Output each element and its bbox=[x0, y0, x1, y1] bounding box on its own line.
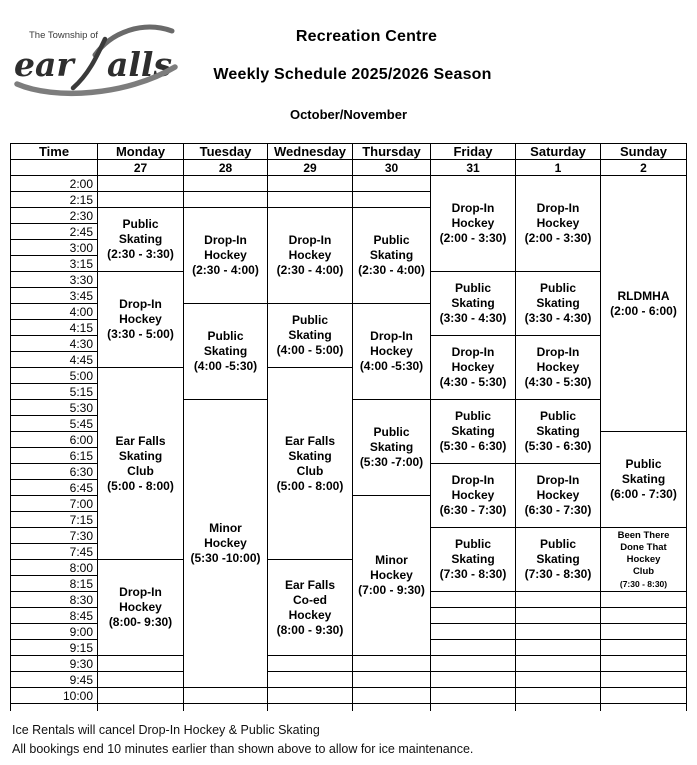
activity-line: (6:00 - 7:30) bbox=[610, 487, 677, 501]
activity-line: Minor bbox=[375, 553, 408, 567]
date-blank-cell bbox=[11, 160, 98, 176]
activity-line: (6:30 - 7:30) bbox=[439, 503, 507, 517]
empty-cell bbox=[184, 176, 268, 192]
activity-line: Done That bbox=[620, 541, 667, 553]
empty-cell bbox=[516, 672, 601, 688]
activity-line: Hockey bbox=[451, 360, 495, 374]
day-header: Sunday bbox=[601, 144, 687, 160]
empty-cell bbox=[268, 176, 353, 192]
empty-cell bbox=[601, 608, 687, 624]
activity-cell bbox=[268, 208, 353, 304]
table-date-row bbox=[11, 160, 687, 176]
time-cell: 6:15 bbox=[11, 448, 98, 464]
activity-cell bbox=[268, 560, 353, 656]
activity-cell bbox=[431, 400, 516, 464]
empty-cell bbox=[353, 688, 431, 704]
activity-line: Hockey bbox=[451, 488, 495, 502]
activity-line: Public bbox=[539, 537, 576, 551]
activity-line: Drop-In bbox=[451, 473, 495, 487]
day-header: Thursday bbox=[353, 144, 431, 160]
activity-line: Drop-In bbox=[536, 473, 580, 487]
activity-cell bbox=[516, 400, 601, 464]
activity-line: (5:30 - 6:30) bbox=[524, 439, 592, 453]
activity-line: Drop-In bbox=[288, 233, 332, 247]
activity-line: (5:00 - 8:00) bbox=[107, 478, 174, 493]
activity-cell bbox=[431, 528, 516, 592]
activity-line: (6:30 - 7:30) bbox=[524, 503, 592, 517]
empty-cell bbox=[516, 592, 601, 608]
activity-line: Skating bbox=[536, 296, 580, 310]
activity-line: (8:00 - 9:30) bbox=[276, 622, 344, 637]
activity-line: Hockey bbox=[626, 553, 661, 565]
activity-cell bbox=[353, 304, 431, 400]
empty-cell bbox=[516, 688, 601, 704]
activity-line: (7:30 - 8:30) bbox=[524, 567, 592, 581]
logo-script-alls: alls bbox=[107, 45, 173, 84]
activity-line: (2:30 - 3:30) bbox=[107, 247, 174, 261]
activity-line: Hockey bbox=[204, 248, 247, 262]
activity-line: Hockey bbox=[536, 488, 580, 502]
table-bottom-stub-cell bbox=[11, 704, 98, 711]
time-row bbox=[11, 656, 687, 672]
activity-line: (2:30 - 4:00) bbox=[276, 263, 344, 277]
activity-cell bbox=[98, 560, 184, 656]
footer-notes bbox=[12, 721, 473, 759]
time-cell: 7:45 bbox=[11, 544, 98, 560]
time-cell: 5:45 bbox=[11, 416, 98, 432]
page-subtitle: Weekly Schedule 2025/2026 Season bbox=[213, 66, 492, 83]
empty-cell bbox=[601, 624, 687, 640]
time-cell: 10:00 bbox=[11, 688, 98, 704]
time-cell: 2:00 bbox=[11, 176, 98, 192]
date-cell: 27 bbox=[98, 160, 184, 176]
activity-line: (7:00 - 9:30) bbox=[358, 583, 425, 597]
activity-line: Skating bbox=[369, 248, 414, 262]
day-header: Tuesday bbox=[184, 144, 268, 160]
activity-line: (4:00 -5:30) bbox=[359, 359, 424, 373]
time-cell: 9:00 bbox=[11, 624, 98, 640]
activity-line: (5:30 -10:00) bbox=[190, 551, 261, 565]
activity-cell bbox=[516, 272, 601, 336]
empty-cell bbox=[601, 688, 687, 704]
activity-line: (3:30 - 4:30) bbox=[439, 311, 507, 325]
activity-cell bbox=[268, 368, 353, 560]
time-cell: 6:30 bbox=[11, 464, 98, 480]
activity-line: Minor bbox=[209, 521, 242, 535]
activity-line: Hockey bbox=[204, 536, 247, 550]
activity-line: Hockey bbox=[119, 312, 162, 326]
time-cell: 2:30 bbox=[11, 208, 98, 224]
empty-cell bbox=[98, 656, 184, 672]
table-bottom-stub-cell bbox=[353, 704, 431, 711]
table-bottom-stub-cell bbox=[601, 704, 687, 711]
activity-line: Ear Falls bbox=[115, 433, 166, 448]
table-bottom-stub-row bbox=[11, 704, 687, 711]
activity-line: (2:30 - 4:00) bbox=[358, 263, 425, 277]
activity-line: Public bbox=[539, 281, 576, 295]
activity-cell bbox=[353, 400, 431, 496]
date-cell: 2 bbox=[601, 160, 687, 176]
activity-line: Public bbox=[454, 281, 491, 295]
activity-line: Co-ed bbox=[293, 592, 327, 607]
activity-line: Skating bbox=[451, 424, 495, 438]
empty-cell bbox=[431, 608, 516, 624]
activity-cell bbox=[516, 528, 601, 592]
date-cell: 31 bbox=[431, 160, 516, 176]
activity-line: (5:30 - 6:30) bbox=[439, 439, 507, 453]
time-cell: 4:30 bbox=[11, 336, 98, 352]
activity-line: Skating bbox=[536, 424, 580, 438]
activity-cell bbox=[601, 432, 687, 528]
activity-line: Public bbox=[122, 217, 159, 231]
activity-line: Skating bbox=[451, 552, 495, 566]
footer-note-ice-rentals: Ice Rentals will cancel Drop-In Hockey & Public Skating bbox=[12, 723, 320, 737]
time-cell: 5:15 bbox=[11, 384, 98, 400]
empty-cell bbox=[516, 656, 601, 672]
activity-cell bbox=[98, 368, 184, 560]
time-cell: 5:30 bbox=[11, 400, 98, 416]
activity-line: Public bbox=[454, 537, 491, 551]
day-header: Saturday bbox=[516, 144, 601, 160]
time-cell: 6:45 bbox=[11, 480, 98, 496]
logo-tagline: The Township of bbox=[29, 30, 99, 41]
activity-cell bbox=[98, 272, 184, 368]
table-bottom-stub-cell bbox=[268, 704, 353, 711]
table-bottom-stub-cell bbox=[516, 704, 601, 711]
activity-line: Club bbox=[296, 463, 324, 478]
page-title: Recreation Centre bbox=[295, 28, 438, 45]
activity-line: (5:30 -7:00) bbox=[359, 455, 424, 469]
activity-line: (4:30 - 5:30) bbox=[439, 375, 507, 389]
activity-cell bbox=[268, 304, 353, 368]
empty-cell bbox=[601, 592, 687, 608]
time-cell: 6:00 bbox=[11, 432, 98, 448]
activity-line: Public bbox=[291, 313, 328, 327]
activity-line: Public bbox=[373, 233, 410, 247]
table-bottom-stub-cell bbox=[98, 704, 184, 711]
activity-line: Drop-In bbox=[204, 233, 247, 247]
activity-line: Hockey bbox=[288, 248, 332, 262]
activity-line: Skating bbox=[536, 552, 580, 566]
date-cell: 28 bbox=[184, 160, 268, 176]
activity-line: (2:00 - 3:30) bbox=[439, 231, 507, 245]
activity-cell bbox=[601, 528, 687, 592]
time-cell: 8:45 bbox=[11, 608, 98, 624]
activity-line: Club bbox=[127, 463, 154, 478]
time-column-header: Time bbox=[11, 144, 98, 160]
day-header: Friday bbox=[431, 144, 516, 160]
empty-cell bbox=[98, 672, 184, 688]
empty-cell bbox=[516, 624, 601, 640]
time-cell: 9:45 bbox=[11, 672, 98, 688]
time-row bbox=[11, 672, 687, 688]
activity-line: Skating bbox=[369, 440, 414, 454]
activity-line: Public bbox=[207, 329, 244, 343]
activity-line: Skating bbox=[451, 296, 495, 310]
date-cell: 29 bbox=[268, 160, 353, 176]
date-cell: 30 bbox=[353, 160, 431, 176]
activity-cell bbox=[601, 176, 687, 432]
time-cell: 8:15 bbox=[11, 576, 98, 592]
empty-cell bbox=[98, 688, 184, 704]
activity-cell bbox=[431, 272, 516, 336]
activity-line: Hockey bbox=[451, 216, 495, 230]
activity-line: Skating bbox=[288, 448, 332, 463]
activity-cell bbox=[516, 336, 601, 400]
empty-cell bbox=[353, 656, 431, 672]
activity-cell bbox=[516, 464, 601, 528]
empty-cell bbox=[601, 656, 687, 672]
empty-cell bbox=[431, 672, 516, 688]
time-cell: 8:00 bbox=[11, 560, 98, 576]
activity-line: Hockey bbox=[370, 344, 413, 358]
activity-line: (4:00 -5:30) bbox=[193, 359, 258, 373]
time-cell: 3:45 bbox=[11, 288, 98, 304]
activity-line: Drop-In bbox=[119, 585, 162, 599]
activity-line: Public bbox=[539, 409, 576, 423]
month-label: October/November bbox=[289, 107, 408, 122]
activity-cell bbox=[184, 208, 268, 304]
activity-cell bbox=[184, 304, 268, 400]
activity-line: Been There bbox=[617, 529, 670, 541]
time-cell: 7:30 bbox=[11, 528, 98, 544]
activity-line: Skating bbox=[118, 448, 163, 463]
time-cell: 7:00 bbox=[11, 496, 98, 512]
activity-line: Ear Falls bbox=[284, 577, 336, 592]
empty-cell bbox=[431, 592, 516, 608]
activity-line: (3:30 - 4:30) bbox=[524, 311, 592, 325]
time-cell: 9:15 bbox=[11, 640, 98, 656]
table-header-row bbox=[11, 144, 687, 160]
time-row bbox=[11, 688, 687, 704]
time-cell: 9:30 bbox=[11, 656, 98, 672]
activity-line: Drop-In bbox=[536, 201, 580, 215]
time-cell: 8:30 bbox=[11, 592, 98, 608]
date-cell: 1 bbox=[516, 160, 601, 176]
empty-cell bbox=[431, 688, 516, 704]
activity-line: Ear Falls bbox=[284, 433, 336, 448]
activity-line: Hockey bbox=[536, 216, 580, 230]
activity-cell bbox=[353, 496, 431, 656]
time-cell: 4:15 bbox=[11, 320, 98, 336]
activity-line: (2:30 - 4:00) bbox=[192, 263, 259, 277]
activity-cell bbox=[98, 208, 184, 272]
footer-note-bookings: All bookings end 10 minutes earlier than shown above to allow for ice maintenance. bbox=[12, 742, 474, 756]
activity-line: Hockey bbox=[119, 600, 162, 614]
activity-line: Hockey bbox=[288, 607, 332, 622]
empty-cell bbox=[268, 688, 353, 704]
activity-line: Public bbox=[373, 425, 410, 439]
empty-cell bbox=[184, 192, 268, 208]
activity-line: (8:00- 9:30) bbox=[108, 615, 173, 629]
empty-cell bbox=[268, 192, 353, 208]
time-cell: 4:00 bbox=[11, 304, 98, 320]
activity-cell bbox=[431, 176, 516, 272]
time-row bbox=[11, 176, 687, 192]
schedule-table bbox=[10, 143, 687, 711]
time-cell: 2:15 bbox=[11, 192, 98, 208]
empty-cell bbox=[184, 688, 268, 704]
day-header: Wednesday bbox=[268, 144, 353, 160]
activity-line: (7:30 - 8:30) bbox=[439, 567, 507, 581]
time-cell: 3:00 bbox=[11, 240, 98, 256]
activity-line: Hockey bbox=[536, 360, 580, 374]
activity-line: Skating bbox=[118, 232, 163, 246]
empty-cell bbox=[516, 640, 601, 656]
activity-line: Drop-In bbox=[119, 297, 162, 311]
activity-line: (3:30 - 5:00) bbox=[107, 327, 174, 341]
time-cell: 3:30 bbox=[11, 272, 98, 288]
activity-line: Drop-In bbox=[451, 345, 495, 359]
activity-line: Drop-In bbox=[451, 201, 495, 215]
empty-cell bbox=[353, 192, 431, 208]
empty-cell bbox=[268, 672, 353, 688]
logo-script-ear: ear bbox=[14, 45, 74, 84]
empty-cell bbox=[601, 672, 687, 688]
activity-line: Public bbox=[454, 409, 491, 423]
empty-cell bbox=[353, 672, 431, 688]
table-bottom-stub-cell bbox=[184, 704, 268, 711]
activity-line: RLDMHA bbox=[617, 288, 670, 303]
table-bottom-stub-cell bbox=[431, 704, 516, 711]
empty-cell bbox=[268, 656, 353, 672]
activity-line: Club bbox=[632, 565, 655, 577]
activity-line: Skating bbox=[621, 472, 666, 486]
activity-cell bbox=[431, 464, 516, 528]
activity-cell bbox=[353, 208, 431, 304]
empty-cell bbox=[431, 624, 516, 640]
activity-line: Drop-In bbox=[370, 329, 413, 343]
activity-line: Skating bbox=[203, 344, 248, 358]
day-header: Monday bbox=[98, 144, 184, 160]
activity-line: Hockey bbox=[370, 568, 413, 582]
activity-cell bbox=[516, 176, 601, 272]
activity-line: Skating bbox=[288, 328, 332, 342]
activity-line: (2:00 - 3:30) bbox=[524, 231, 592, 245]
time-cell: 5:00 bbox=[11, 368, 98, 384]
time-cell: 4:45 bbox=[11, 352, 98, 368]
empty-cell bbox=[431, 640, 516, 656]
activity-line: (5:00 - 8:00) bbox=[276, 478, 344, 493]
empty-cell bbox=[516, 608, 601, 624]
activity-line: Drop-In bbox=[536, 345, 580, 359]
activity-line: (7:30 - 8:30) bbox=[619, 578, 668, 589]
empty-cell bbox=[353, 176, 431, 192]
time-cell: 2:45 bbox=[11, 224, 98, 240]
activity-line: Public bbox=[625, 457, 662, 471]
activity-cell bbox=[431, 336, 516, 400]
empty-cell bbox=[98, 192, 184, 208]
activity-cell bbox=[184, 400, 268, 688]
activity-line: (2:00 - 6:00) bbox=[610, 303, 677, 318]
empty-cell bbox=[98, 176, 184, 192]
activity-line: (4:30 - 5:30) bbox=[524, 375, 592, 389]
empty-cell bbox=[431, 656, 516, 672]
time-cell: 7:15 bbox=[11, 512, 98, 528]
activity-line: (4:00 - 5:00) bbox=[276, 343, 344, 357]
empty-cell bbox=[601, 640, 687, 656]
time-cell: 3:15 bbox=[11, 256, 98, 272]
